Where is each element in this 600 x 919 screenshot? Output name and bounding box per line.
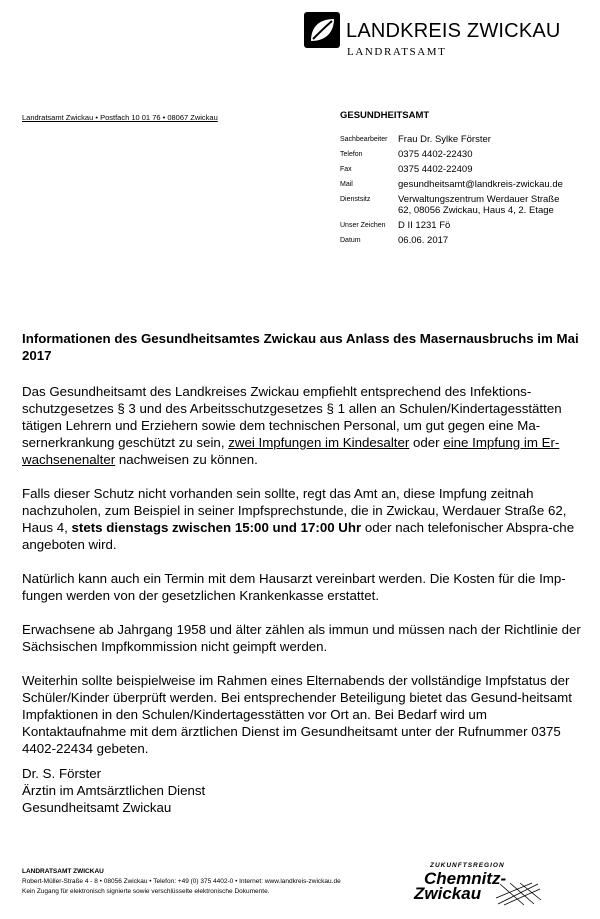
leaf-logo-icon	[304, 12, 340, 48]
office-label: Dienstsitz	[340, 196, 371, 203]
paragraph-2-end: oder nach telefonischer Abspra-che angeboten wird.	[22, 520, 575, 552]
reference-row	[340, 220, 595, 231]
date-value: 06.06. 2017	[398, 235, 449, 246]
signature-name: Dr. S. Förster	[22, 766, 102, 781]
contact-info-block	[340, 134, 595, 250]
region-logo-line1: Chemnitz-	[424, 869, 507, 888]
office-hours-phrase: stets dienstags zwischen 15:00 und 17:00 Uhr	[71, 520, 362, 535]
paragraph-1-text: Das Gesundheitsamt des Landkreises Zwickau empfiehlt entsprechend des Infektions-schutzgesetzes § 3 und des Arbeitsschutzgesetzes § 1 allen an Schulen/Kindertagesstätten tätigen Lehrern und Erziehern sowie dem technischen Personal, um gut gegen eine Ma-sernerkrankung geschützt zu sein,	[22, 384, 562, 450]
paragraph-5: Weiterhin sollte beispielweise im Rahmen eines Elternabends der vollständige Impfstatus der Schüler/Kinder überprüft werden. Bei entsprechender Beteiligung bietet das Gesund-heitsamt Impfaktionen in den Schulen/Kindertagesstätten vor Ort an. Bei Bedarf wird um Kontaktaufnahme mit dem ärztlichen Dienst im Gesundheitsamt unter der Rufnummer 0375 4402-22434 gebeten.	[22, 673, 572, 756]
fax-label: Fax	[340, 166, 352, 173]
sender-address-line: Landratsamt Zwickau • Postfach 10 01 76 • 08067 Zwickau	[22, 113, 218, 122]
clerk-row	[340, 134, 595, 145]
paragraph-2	[22, 485, 588, 553]
signature-block	[22, 765, 205, 816]
phone-value: 0375 4402-22430	[398, 149, 473, 160]
clerk-value: Frau Dr. Sylke Förster	[398, 134, 491, 145]
region-logo-top: ZUKUNFTSREGION	[430, 862, 505, 869]
footer-address: Robert-Müller-Straße 4 - 8 • 08056 Zwickau • Telefon: +49 (0) 375 4402-0 • Internet: www.landkreis-zwickau.de	[22, 878, 341, 885]
reference-value: D II 1231 Fö	[398, 220, 451, 231]
mail-label: Mail	[340, 181, 353, 188]
clerk-label: Sachbearbeiter	[340, 136, 388, 143]
logo-title: LANDKREIS ZWICKAU	[346, 20, 561, 42]
footer	[22, 867, 341, 897]
phone-label: Telefon	[340, 151, 363, 158]
paragraph-1-or: oder	[409, 435, 444, 450]
date-label: Datum	[340, 237, 361, 244]
signature-org: Gesundheitsamt Zwickau	[22, 800, 172, 815]
letter-body	[22, 330, 588, 774]
footer-note: Kein Zugang für elektronisch signierte sowie verschlüsselte elektronische Dokumente.	[22, 888, 270, 895]
mail-row	[340, 179, 595, 190]
paragraph-1	[22, 383, 588, 468]
office-row	[340, 194, 595, 216]
footer-title: LANDRATSAMT ZWICKAU	[22, 868, 104, 875]
phone-row	[340, 149, 595, 160]
paragraph-1-end: nachweisen zu können.	[115, 452, 258, 467]
logo-subtitle: LANDRATSAMT	[347, 46, 447, 58]
office-value: Verwaltungszentrum Werdauer Straße 62, 08056 Zwickau, Haus 4, 2. Etage	[398, 194, 560, 216]
adult-vaccination-phrase: eine Impfung im Er-wachsenenalter	[22, 435, 560, 467]
letter-title: Informationen des Gesundheitsamtes Zwickau aus Anlass des Masernausbruchs im Mai 2017	[22, 331, 579, 363]
paragraph-2-text: Falls dieser Schutz nicht vorhanden sein sollte, regt das Amt an, diese Impfung zeitnah nachzuholen, zum Beispiel in seiner Impfsprechstunde, die in Zwickau, Werdauer Straße 62, Haus 4,	[22, 486, 567, 535]
paragraph-4: Erwachsene ab Jahrgang 1958 und älter zählen als immun und müssen nach der Richtlinie der Sächsischen Impfkommission nicht geimpft werden.	[22, 622, 581, 654]
fax-value: 0375 4402-22409	[398, 164, 473, 175]
region-logo-line2: Zwickau	[414, 884, 482, 903]
reference-label: Unser Zeichen	[340, 222, 386, 229]
child-vaccination-phrase: zwei Impfungen im Kindesalter	[228, 435, 410, 450]
department-title: GESUNDHEITSAMT	[340, 110, 430, 121]
region-grid-icon	[494, 882, 542, 906]
mail-value: gesundheitsamt@landkreis-zwickau.de	[398, 179, 563, 190]
signature-role: Ärztin im Amtsärztlichen Dienst	[22, 783, 206, 798]
region-logo	[408, 862, 558, 906]
fax-row	[340, 164, 595, 175]
date-row	[340, 235, 595, 246]
paragraph-3: Natürlich kann auch ein Termin mit dem Hausarzt vereinbart werden. Die Kosten für die Imp-fungen werden von der gesetzlichen Krankenkasse erstattet.	[22, 571, 566, 603]
